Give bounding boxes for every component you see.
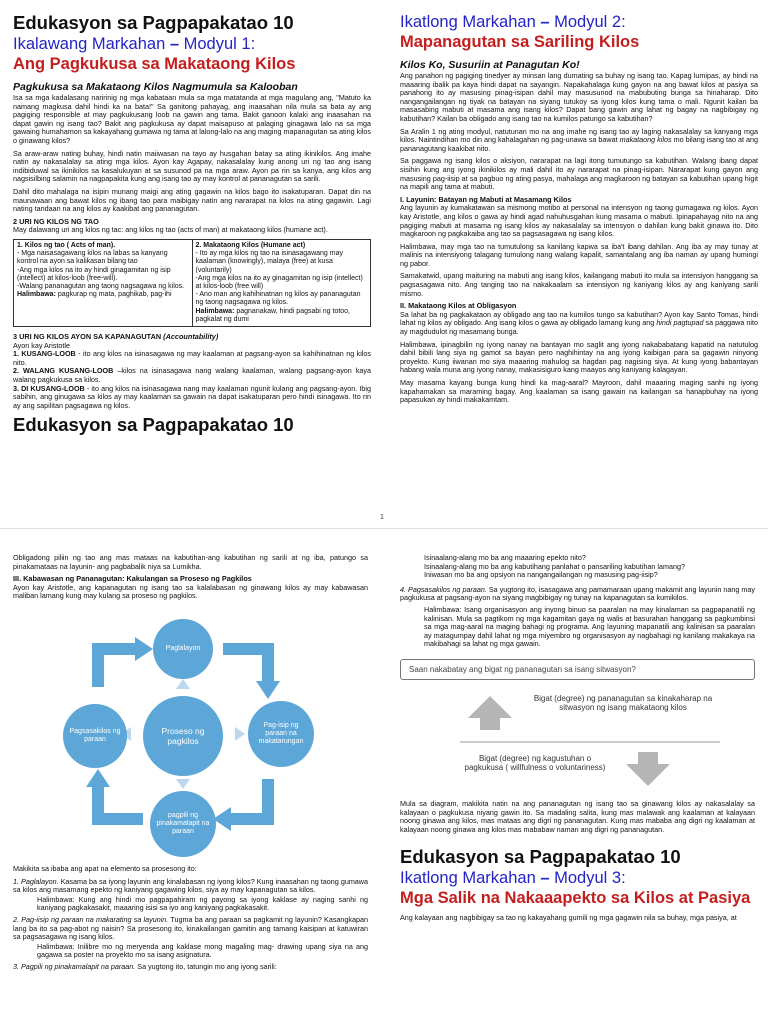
- list-item: 1. KUSANG-LOOB - ito ang kilos na isinasagawa ng may kaalaman at pagsang-ayon sa kahihinatnan ng kilos nito.: [13, 349, 371, 367]
- example-text: Halimbawa: Inilibre mo ng meryenda ang kaklase mong magaling mag- drawing upang siya na ang gagawa sa poster na proyekto mo sa isang asignatura.: [37, 941, 368, 960]
- example-text: Halimbawa: Kung ang hindi mo pagpapahiram ng payong sa iyong kaklase ay naging sanhi ng kaniyang pagkakasakit, maaaring isisi sa iyo ang kaniyang pagkakasakit.: [37, 894, 368, 913]
- diagram-label-bottom: Bigat (degree) ng kagustuhan o pagkukusa ( willfulness o voluntariness): [464, 753, 606, 773]
- subject-title-footer: Edukasyon sa Pagpapakatao 10: [13, 414, 294, 436]
- arrow-up-icon: [468, 696, 512, 730]
- section-heading: III. Kabawasan ng Pananagutan: Kakulangan sa Proseso ng Pagkilos: [13, 574, 252, 584]
- page-number: 1: [380, 514, 384, 521]
- paragraph: Sa Aralin 1 ng ating modyul, natutunan mo na ang imahe ng isang tao ay laging nakasalalay sa kanyang mga kilos. Naintindihan mo din ang kahalagahan ng pag-unawa sa bawat makataong kilos mo bilang isang tao at ang pananagutang kaakibat nito.: [400, 126, 758, 153]
- paragraph: Sa lahat ba ng pagkakataon ay obligado ang tao na kumilos tungo sa kabutihan? Ayon kay Santo Tomas, hindi lahat ng kilos ay obligado. Ang isang kilos o gawa ay obligado lamang kung ang hindi pagtupad sa paggawa nito ay magdudulot ng masamang bunga.: [400, 309, 758, 337]
- paragraph: Sa araw-araw nating buhay, hindi natin maiiwasan na tayo ay husgahan batay sa ating ikinikilos. Ang imahe natin ay nakasalalay sa ating mga kilos. Ayon kay Agapay, nakasalalay kung anong uri ng tao ang isang indibiduwal sa ikinikilos sa kasalukuyan at sa susunod pa na mga araw. Ayon pa rin sa kanya, ang kilos ang nagsisilbing salamin na nagpapakita kung ang isang tao ay may kontrol at pananagutan sa sarili.: [13, 148, 371, 184]
- paragraph: Obligadong piliin ng tao ang mas mataas na kabutihan-ang kabutihan ng sarili at ng iba, patungo sa pinakamataas na layunin- ang pagbabalik niya sa Lumikha.: [13, 554, 368, 571]
- inner-arrow-right: [235, 727, 245, 741]
- paragraph: Samakatwid, upang maituring na mabuti ang isang kilos, kailangang mabuti ito mula sa intensiyon hanggang sa pagsasagawa nito. Ang tanging tao na nakakaalam sa intensiyon ng kaniyang kilos ay ang kaniyang sarili mismo.: [400, 271, 758, 298]
- question-box: Saan nakabatay ang bigat ng pananagutan sa isang sitwasyon?: [400, 659, 755, 680]
- module-title: Mga Salik na Nakaaapekto sa Kilos at Pasiya: [400, 889, 751, 908]
- arrow-top-right: [223, 649, 268, 684]
- question-item: Isinaalang-alang mo ba ang maaaring epekto nito?: [424, 554, 586, 562]
- paragraph: Ang layunin ay kumakatawan sa mismong motibo at personal na intensyon ng taong gumagawa ng kilos. Ayon kay Aristotle, ang kilos o gawa ay hindi agad nahuhusgahan kung masama o mabuti. Ipinapahayag nito na ang pagiging mabuti at masama ng isang kilos ay nakasalalay sa intensyon o dahilan kung bakit ginawa ito. Dito magkaroon ng pagkakaiba ang tao sa pagsasagawa ng isang kilos.: [400, 203, 758, 239]
- example-text: Halimbawa: Isang organisasyon ang inyong binuo sa paaralan na may kinalaman sa pagpapanatili ng kalinisan. Mula sa pagtikom ng mga kagamitan gaya ng walis at basurahan hanggang sa pagkumbinsi sa mga mag-aaral na maging bahagi ng programa. Ang layuning mapanatili ang kalinisan sa paaralan ay matagumpay dahil lahat ng mga miyembro ng organisasyon ay nagbahagi ng kanilang makakaya na makibahagi sa lahat ng mga gawain.: [424, 604, 755, 649]
- document-page-2: [0, 536, 768, 1024]
- paragraph: Mula sa diagram, makikita natin na ang pananagutan ng isang tao sa ginawang kilos ay nakasalalay sa kalayaan o pagkukusa niyang gawin ito. Sa madaling salita, kung mas malawak ang kaalaman at kalayaan noong ginawa ang kilos, mas mataas ang digri ng pananagutan. Kung mas mababa ang digri ng kaalaman at kalayaan noong ginawa ang kilos mas mababaw naman ang digri ng pananagutan.: [400, 798, 755, 834]
- section-heading: 3 URI NG KILOS AYON SA KAPANAGUTAN (Accountability): [13, 331, 219, 341]
- module-title: Mapanagutan sa Sariling Kilos: [400, 33, 640, 51]
- question-item: Iniwasan mo ba ang opsiyon na nangangailangan ng masusing pag-iisip?: [424, 570, 658, 580]
- paragraph: Dahil dito mahalaga na isipin munang maigi ang ating gagawin na kilos bago ito isakatuparan. Dapat din na maunawaan ang bawat kilos ng ibang tao para maibigay natin ang nararapat na kilos na ating gagawin. Lagi nating tandaan na ang kilos ay kaakibat ang pananagutan.: [13, 186, 371, 214]
- paragraph: Isa sa mga kadalasang naririnig ng mga kabataan mula sa mga matatanda at mga magulang ang, "Matuto ka namang magkusa dahil hindi ka na bata!" Sa ganitong pahayag, ang inaasahan nila mula sa bata ay ang pagiging responsible at may pagkukusang loob na gawin ang tama. Bakit ganoon kalaki ang inaasahan na dapat gawin ng isang tao? Bakit ang pagkukusa ay dapat maisapuso at palaging ginagawa lalo na sa mga gawaing humahamon sa kakayahang gumawa ng tama at lalong-lalo na ang maging mapanagutan sa ating kilos o ginawang kilos?: [13, 93, 371, 145]
- arrow-bottom-right: [228, 779, 268, 819]
- paragraph: Sa paggawa ng isang kilos o aksiyon, nararapat na lagi itong tumutungo sa kabutihan. Walang ibang dapat sisihin kung ang iyong ikinikilos ay mali dahil ito ay nararapat na pinag-isipan. Nararapat kung gayon ang masusing pag-iisip at sa pagbuo ng ating pasya, mahalaga ang magkaroon ng batayan sa kabutihan upang higit na mapili ang tama at mabuti.: [400, 156, 758, 192]
- table-cell-acts-of-man: 1. Kilos ng tao ( Acts of man). - Mga naisasagawang kilos na labas sa kanyang kontrol na ayon sa kalikasan bilang tao -Ang mga kilos na ito ay hindi ginagamitan ng isip (intellect) at kilos-loob (free-will). -Walang pananagutan ang taong nagsagawa ng kilos. Halimbawa: pagkurap ng mata, paghikab, pag-ihi: [14, 239, 193, 326]
- question-item: Isinaalang-alang mo ba ang kabutihang panlahat o pansariling kabutihan lamang?: [424, 561, 685, 571]
- list-item: 2. Pag-iisip ng paraan na makarating sa layunin. Tugma ba ang paraan sa pagkamit ng layunin? Kasangkapan lang ba ito sa pag-abot ng naisin? Sa prosesong ito, kinakailangan gamitin ang tamang kaisipan at katuwiran sa pagsasagawa ng isang kilos.: [13, 914, 368, 942]
- paragraph: May masama kayang bunga kung hindi ka mag-aaral? Mayroon, dahil maaaring maging sanhi ng iyong kapahamakan sa maraming bagay. Ang kaalaman sa isang gawain na kailangan sa hanapbuhay na iyong papasukan ay hindi makakamtam.: [400, 378, 758, 405]
- page1-left-column: [13, 12, 371, 502]
- page2-left-column: [13, 554, 368, 1024]
- paragraph: May dalawang uri ang kilos ng tac: ang kilos ng tao (acts of man) at makataong kilos (humane act).: [13, 225, 328, 235]
- cycle-node-pagsasakilos: Pagsasakilos ng paraan: [63, 704, 127, 768]
- acts-comparison-table: [13, 239, 371, 327]
- subject-title: Edukasyon sa Pagpapakatao 10: [13, 12, 294, 33]
- module-title: Ang Pagkukusa sa Makataong Kilos: [13, 55, 296, 73]
- source-line: Ayon kay Aristotle: [13, 340, 70, 350]
- paragraph: Halimbawa, ipinagbilin ng iyong nanay na bantayan mo saglit ang iyong nakababatang kapatid na natutulog dahil bibili lang siya ng gamot sa bayan pero naghihintay na ang iyong kaibigan para sa gagawin ninyong proyekto. Kung iiwanan mo siya maaaring mahulog sa hagdan pag nagising siya. At kung iyong babantayan habang wala muna ang iyong nanay, makasisiguro kang maayos ang kaniyang kalagayan.: [400, 339, 758, 375]
- section-heading: I. Layunin: Batayan ng Mabuti at Masamang Kilos: [400, 194, 572, 204]
- list-item: 1. Paglalayon. Kasama ba sa iyong layunin ang kinalabasan ng iyong kilos? Kung inaasahan ng taong gumawa sa kilos ang masamang epekto ng kaniyang gagawing kilos, siya ay may kapanagutan sa kilos.: [13, 876, 368, 895]
- arrowhead-top-right: [256, 681, 280, 699]
- table-cell-humane-act: 2. Makataong Kilos (Humane act) - Ito ay mga kilos ng tao na isinasagawang may kaalaman (knowingly), malaya (free) at kusa (voluntarily) -Ang mga kilos na ito ay ginagamitan ng isip (intellect) at kilos-loob (free will) - Ano man ang kahihinatnan ng kilos ay pananagutan ng taong nagsagawa ng kilos. Halimbawa: pagnanakaw, hindi pagsabi ng totoo, pagkalat ng dumi: [192, 239, 371, 326]
- list-item: 2. WALANG KUSANG-LOOB –kilos na isinasagawa nang walang kaalaman, walang pagsang-ayon kaya walang pagkukusa sa kilos.: [13, 366, 371, 384]
- page-divider: [0, 528, 768, 529]
- list-item: 3. Pagpili ng pinakamalapit na paraan. Sa yugtong ito, tatungin mo ang iyong sarili:: [13, 961, 277, 971]
- cycle-node-pagpili: pagpili ng pinakamalapit na paraan: [150, 791, 216, 857]
- paragraph: Ang panahon ng pagiging tinedyer ay minsan lang dumating sa buhay ng isang tao. Kapag lumipas, ay hindi na maaaring ibalik pa kaya hindi dapat na sayangin. Napakahalaga kung gayon na ang bawat kilos at pasiya sa panahong ito ay masusing pinag-isipan dahil may masusunod na mabubuting bunga sa hinaharap. Dito nangangailangan ng tiyak na batayan na siyang tutukoy sa iyong kilos kung tama o mali. Ngunit kailan ba masasabing mabuti at masama ang isang kilos? Dapat bang gawin ang lahat ng bagay na nagbibigay ng kabutihan? Kailan ba obligado ang isang tao na kumilos patungo sa kabutihan?: [400, 71, 758, 123]
- quarter-module-heading: Ikalawang Markahan – Modyul 1:: [13, 35, 256, 53]
- paragraph: Makikita sa ibaba ang apat na elemento sa prosesong ito:: [13, 863, 197, 873]
- section-subtitle: Pagkukusa sa Makataong Kilos Nagmumula sa Kalooban: [13, 81, 298, 93]
- cycle-node-paglalayon: Paglalayon: [153, 619, 213, 679]
- paragraph: Halimbawa, may mga tao na tumutulong sa kanilang kapwa sa iba't ibang dahilan. Ang iba ay may tunay at malinis na intensiyong talagang tumulong nang walang kapalit, samantalang ang iba naman ay upang humingi ng pabor.: [400, 241, 758, 268]
- cycle-center-node: Proseso ng pagkilos: [141, 694, 225, 778]
- arrowhead-bottom-left: [86, 769, 110, 787]
- arrow-down-icon: [626, 752, 670, 786]
- quarter-module-heading: Ikatlong Markahan – Modyul 2:: [400, 13, 626, 31]
- page1-right-column: [400, 12, 758, 502]
- section-heading: II. Makataong Kilos at Obligasyon: [400, 301, 517, 311]
- arrowhead-top-left: [135, 637, 153, 661]
- cycle-node-pag-isip: Pag-isip ng paraan na makatarungan: [248, 701, 314, 767]
- inner-arrow-up: [176, 679, 190, 689]
- quarter-module-heading: Ikatlong Markahan – Modyul 3:: [400, 869, 626, 888]
- list-item: 3. DI KUSANG-LOOB - ito ang kilos na isinasagawa nang may kaalaman ngunit kulang ang pagsang-ayon. Ibig sabihin, ang ginugawa sa kilos ay may kaalaman sa gawain na dapat isakatuparan pero hindi isinagawa. Ito rin ay ang sapilitan pagsagawa ng kilos.: [13, 383, 371, 410]
- subject-title: Edukasyon sa Pagpapakatao 10: [400, 846, 681, 868]
- diagram-label-top: Bigat (degree) ng pananagutan sa kinakaharap na sitwasyon ng isang makataong kilos: [533, 693, 713, 713]
- paragraph: Ang kalayaan ang nagbibigay sa tao ng kakayahang gumili ng mga gagawin nila sa buhay, mga pasiya, at: [400, 913, 737, 923]
- arrow-bottom-left: [98, 784, 143, 819]
- section-heading: 2 URI NG KILOS NG TAO: [13, 216, 99, 226]
- arrow-top-left: [98, 649, 138, 687]
- page2-right-column: [400, 554, 755, 1024]
- paragraph: Ayon kay Aristotle, ang kapanagutan ng isang tao sa kalalabasan ng ginawang kilos ay may kabawasan maliban lamang kung may kulang sa proseso ng pagkilos.: [13, 582, 368, 601]
- process-cycle-diagram: [23, 609, 353, 859]
- document-page-1: [0, 0, 768, 505]
- inner-arrow-down: [176, 779, 190, 789]
- list-item: 4. Pagsasakilos ng paraan. Sa yugtong ito, isasagawa ang pamamaraan upang makamit ang layunin nang may pagkukusa at pagsang-ayon na siyang magbibigay ng tunay na kapanagutan sa kumikilos.: [400, 584, 755, 603]
- section-subtitle: Kilos Ko, Susuriin at Panagutan Ko!: [400, 59, 580, 71]
- responsibility-diagram: [400, 686, 740, 796]
